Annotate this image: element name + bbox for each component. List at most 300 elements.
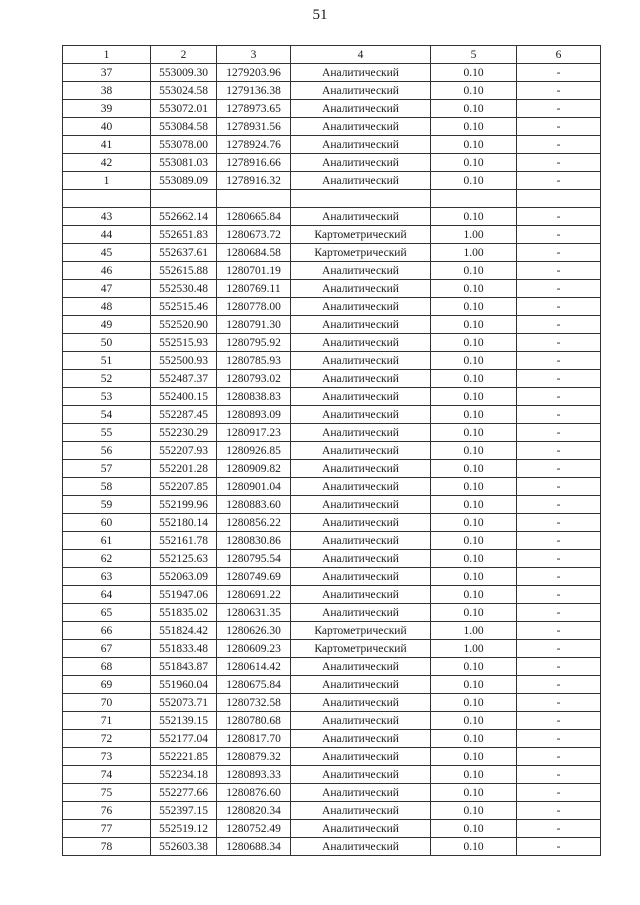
cell-accuracy: 0.10 — [431, 298, 517, 316]
cell-x-coordinate: 552207.93 — [151, 442, 217, 460]
cell-accuracy: 0.10 — [431, 532, 517, 550]
cell-note: - — [517, 424, 601, 442]
cell-point-number: 61 — [63, 532, 151, 550]
cell-accuracy: 0.10 — [431, 352, 517, 370]
cell-note: - — [517, 550, 601, 568]
cell-x-coordinate: 551947.06 — [151, 586, 217, 604]
table-row — [63, 334, 601, 352]
cell-y-coordinate: 1280893.33 — [217, 766, 291, 784]
cell-method: Аналитический — [291, 748, 431, 766]
cell-accuracy: 0.10 — [431, 478, 517, 496]
table-row — [63, 496, 601, 514]
cell-point-number: 78 — [63, 838, 151, 856]
cell-y-coordinate: 1280926.85 — [217, 442, 291, 460]
table-row — [63, 64, 601, 82]
table-row — [63, 550, 601, 568]
cell-point-number: 50 — [63, 334, 151, 352]
table-row — [63, 676, 601, 694]
cell-point-number: 75 — [63, 784, 151, 802]
cell-point-number: 42 — [63, 154, 151, 172]
cell-accuracy: 0.10 — [431, 694, 517, 712]
cell-point-number: 41 — [63, 136, 151, 154]
cell-accuracy: 0.10 — [431, 676, 517, 694]
cell-x-coordinate: 552180.14 — [151, 514, 217, 532]
cell-y-coordinate: 1280778.00 — [217, 298, 291, 316]
cell-point-number: 47 — [63, 280, 151, 298]
cell-point-number: 54 — [63, 406, 151, 424]
table-row — [63, 766, 601, 784]
cell-point-number: 1 — [63, 172, 151, 190]
cell-note: - — [517, 784, 601, 802]
cell-accuracy: 0.10 — [431, 658, 517, 676]
table-row — [63, 190, 601, 208]
cell-y-coordinate: 1279136.38 — [217, 82, 291, 100]
cell-x-coordinate: 552530.48 — [151, 280, 217, 298]
cell-method: Аналитический — [291, 730, 431, 748]
cell-accuracy: 0.10 — [431, 280, 517, 298]
cell-accuracy: 0.10 — [431, 766, 517, 784]
cell-note: - — [517, 676, 601, 694]
cell-y-coordinate: 1280883.60 — [217, 496, 291, 514]
cell-point-number: 37 — [63, 64, 151, 82]
cell-y-coordinate: 1280791.30 — [217, 316, 291, 334]
cell-y-coordinate: 1280856.22 — [217, 514, 291, 532]
cell-point-number: 53 — [63, 388, 151, 406]
table-body — [63, 64, 601, 856]
cell-y-coordinate: 1278916.32 — [217, 172, 291, 190]
cell-method: Аналитический — [291, 514, 431, 532]
cell-y-coordinate: 1280732.58 — [217, 694, 291, 712]
cell-method — [291, 190, 431, 208]
cell-accuracy: 0.10 — [431, 784, 517, 802]
cell-point-number: 68 — [63, 658, 151, 676]
cell-accuracy: 0.10 — [431, 514, 517, 532]
cell-accuracy: 1.00 — [431, 226, 517, 244]
table-row — [63, 640, 601, 658]
cell-x-coordinate: 552487.37 — [151, 370, 217, 388]
cell-x-coordinate: 552207.85 — [151, 478, 217, 496]
cell-method: Аналитический — [291, 388, 431, 406]
cell-x-coordinate: 552500.93 — [151, 352, 217, 370]
cell-note: - — [517, 622, 601, 640]
cell-note: - — [517, 730, 601, 748]
cell-note: - — [517, 802, 601, 820]
cell-point-number: 70 — [63, 694, 151, 712]
cell-x-coordinate: 552515.46 — [151, 298, 217, 316]
cell-note: - — [517, 478, 601, 496]
cell-method: Аналитический — [291, 118, 431, 136]
cell-note: - — [517, 442, 601, 460]
coordinates-table — [62, 45, 601, 856]
table-row — [63, 370, 601, 388]
table-row — [63, 226, 601, 244]
cell-x-coordinate: 552277.66 — [151, 784, 217, 802]
cell-note: - — [517, 370, 601, 388]
cell-x-coordinate: 552063.09 — [151, 568, 217, 586]
cell-x-coordinate: 552287.45 — [151, 406, 217, 424]
cell-point-number: 55 — [63, 424, 151, 442]
cell-y-coordinate: 1280876.60 — [217, 784, 291, 802]
column-header-6: 6 — [517, 46, 601, 64]
cell-accuracy: 0.10 — [431, 424, 517, 442]
cell-method: Аналитический — [291, 712, 431, 730]
table-row — [63, 604, 601, 622]
cell-accuracy: 1.00 — [431, 244, 517, 262]
cell-method: Аналитический — [291, 586, 431, 604]
cell-y-coordinate: 1280691.22 — [217, 586, 291, 604]
cell-x-coordinate: 552637.61 — [151, 244, 217, 262]
cell-y-coordinate: 1278924.76 — [217, 136, 291, 154]
cell-method: Аналитический — [291, 802, 431, 820]
table-row — [63, 694, 601, 712]
cell-method: Аналитический — [291, 406, 431, 424]
table-row — [63, 820, 601, 838]
cell-y-coordinate: 1280626.30 — [217, 622, 291, 640]
table-row — [63, 784, 601, 802]
cell-accuracy: 0.10 — [431, 748, 517, 766]
cell-x-coordinate: 552400.15 — [151, 388, 217, 406]
cell-note: - — [517, 694, 601, 712]
table-row — [63, 298, 601, 316]
cell-method: Аналитический — [291, 658, 431, 676]
cell-accuracy: 0.10 — [431, 118, 517, 136]
cell-note: - — [517, 262, 601, 280]
cell-y-coordinate: 1280793.02 — [217, 370, 291, 388]
cell-x-coordinate: 552073.71 — [151, 694, 217, 712]
cell-y-coordinate: 1280609.23 — [217, 640, 291, 658]
cell-note: - — [517, 226, 601, 244]
cell-accuracy: 0.10 — [431, 604, 517, 622]
cell-x-coordinate: 552161.78 — [151, 532, 217, 550]
cell-x-coordinate: 553089.09 — [151, 172, 217, 190]
cell-x-coordinate: 552230.29 — [151, 424, 217, 442]
cell-point-number: 56 — [63, 442, 151, 460]
cell-method: Аналитический — [291, 370, 431, 388]
cell-point-number: 73 — [63, 748, 151, 766]
cell-x-coordinate: 552651.83 — [151, 226, 217, 244]
column-header-3: 3 — [217, 46, 291, 64]
cell-note: - — [517, 136, 601, 154]
cell-y-coordinate: 1280780.68 — [217, 712, 291, 730]
table-row — [63, 478, 601, 496]
cell-accuracy: 0.10 — [431, 442, 517, 460]
cell-x-coordinate: 552177.04 — [151, 730, 217, 748]
cell-y-coordinate: 1280795.92 — [217, 334, 291, 352]
cell-x-coordinate: 551824.42 — [151, 622, 217, 640]
table-row — [63, 100, 601, 118]
cell-method: Аналитический — [291, 784, 431, 802]
cell-accuracy: 0.10 — [431, 568, 517, 586]
cell-note: - — [517, 82, 601, 100]
cell-accuracy: 0.10 — [431, 820, 517, 838]
table-row — [63, 406, 601, 424]
cell-point-number: 72 — [63, 730, 151, 748]
cell-accuracy: 0.10 — [431, 406, 517, 424]
table-row — [63, 712, 601, 730]
cell-note: - — [517, 712, 601, 730]
cell-method: Аналитический — [291, 172, 431, 190]
table-row — [63, 532, 601, 550]
cell-accuracy: 0.10 — [431, 838, 517, 856]
table-row — [63, 460, 601, 478]
cell-point-number: 63 — [63, 568, 151, 586]
cell-note: - — [517, 514, 601, 532]
cell-y-coordinate: 1280665.84 — [217, 208, 291, 226]
cell-note: - — [517, 352, 601, 370]
cell-method: Аналитический — [291, 280, 431, 298]
cell-point-number: 66 — [63, 622, 151, 640]
cell-x-coordinate: 552125.63 — [151, 550, 217, 568]
cell-method: Картометрический — [291, 226, 431, 244]
cell-y-coordinate: 1280909.82 — [217, 460, 291, 478]
cell-x-coordinate: 552615.88 — [151, 262, 217, 280]
cell-point-number — [63, 190, 151, 208]
cell-x-coordinate: 553072.01 — [151, 100, 217, 118]
cell-method: Аналитический — [291, 208, 431, 226]
cell-method: Аналитический — [291, 316, 431, 334]
cell-x-coordinate: 552519.12 — [151, 820, 217, 838]
cell-accuracy: 0.10 — [431, 172, 517, 190]
cell-y-coordinate — [217, 190, 291, 208]
cell-accuracy: 0.10 — [431, 388, 517, 406]
cell-note: - — [517, 532, 601, 550]
cell-point-number: 64 — [63, 586, 151, 604]
cell-y-coordinate: 1280675.84 — [217, 676, 291, 694]
cell-point-number: 74 — [63, 766, 151, 784]
cell-y-coordinate: 1280631.35 — [217, 604, 291, 622]
cell-point-number: 71 — [63, 712, 151, 730]
cell-method: Аналитический — [291, 568, 431, 586]
cell-method: Аналитический — [291, 136, 431, 154]
page-number: 51 — [312, 7, 328, 23]
cell-y-coordinate: 1280838.83 — [217, 388, 291, 406]
cell-x-coordinate: 553084.58 — [151, 118, 217, 136]
cell-y-coordinate: 1280688.34 — [217, 838, 291, 856]
table-row — [63, 118, 601, 136]
cell-note: - — [517, 496, 601, 514]
cell-note: - — [517, 316, 601, 334]
cell-method: Аналитический — [291, 838, 431, 856]
column-header-4: 4 — [291, 46, 431, 64]
cell-x-coordinate: 551833.48 — [151, 640, 217, 658]
cell-note: - — [517, 838, 601, 856]
cell-accuracy: 0.10 — [431, 712, 517, 730]
table-row — [63, 838, 601, 856]
cell-x-coordinate: 552515.93 — [151, 334, 217, 352]
cell-note: - — [517, 172, 601, 190]
cell-method: Аналитический — [291, 298, 431, 316]
cell-accuracy: 0.10 — [431, 460, 517, 478]
table-row — [63, 172, 601, 190]
cell-point-number: 62 — [63, 550, 151, 568]
cell-point-number: 51 — [63, 352, 151, 370]
cell-note: - — [517, 460, 601, 478]
cell-note: - — [517, 640, 601, 658]
cell-y-coordinate: 1279203.96 — [217, 64, 291, 82]
cell-method: Аналитический — [291, 154, 431, 172]
cell-note: - — [517, 388, 601, 406]
cell-y-coordinate: 1280749.69 — [217, 568, 291, 586]
cell-y-coordinate: 1278973.65 — [217, 100, 291, 118]
table-row — [63, 352, 601, 370]
table-row — [63, 568, 601, 586]
cell-accuracy: 0.10 — [431, 730, 517, 748]
cell-method: Аналитический — [291, 496, 431, 514]
cell-y-coordinate: 1280614.42 — [217, 658, 291, 676]
table-row — [63, 802, 601, 820]
cell-point-number: 49 — [63, 316, 151, 334]
cell-accuracy: 0.10 — [431, 100, 517, 118]
cell-x-coordinate: 553024.58 — [151, 82, 217, 100]
cell-note: - — [517, 820, 601, 838]
cell-y-coordinate: 1280701.19 — [217, 262, 291, 280]
cell-y-coordinate: 1280901.04 — [217, 478, 291, 496]
cell-point-number: 77 — [63, 820, 151, 838]
cell-method: Аналитический — [291, 478, 431, 496]
cell-accuracy: 0.10 — [431, 550, 517, 568]
cell-method: Картометрический — [291, 640, 431, 658]
cell-point-number: 65 — [63, 604, 151, 622]
cell-accuracy — [431, 190, 517, 208]
table-row — [63, 586, 601, 604]
table-row — [63, 622, 601, 640]
cell-method: Аналитический — [291, 442, 431, 460]
table-row — [63, 388, 601, 406]
cell-x-coordinate: 551843.87 — [151, 658, 217, 676]
cell-point-number: 46 — [63, 262, 151, 280]
table-row — [63, 316, 601, 334]
table-row — [63, 658, 601, 676]
cell-x-coordinate: 552234.18 — [151, 766, 217, 784]
cell-y-coordinate: 1280879.32 — [217, 748, 291, 766]
cell-y-coordinate: 1280769.11 — [217, 280, 291, 298]
cell-note: - — [517, 244, 601, 262]
cell-note: - — [517, 64, 601, 82]
cell-method: Аналитический — [291, 334, 431, 352]
cell-method: Аналитический — [291, 352, 431, 370]
cell-x-coordinate: 553081.03 — [151, 154, 217, 172]
cell-y-coordinate: 1280820.34 — [217, 802, 291, 820]
cell-point-number: 69 — [63, 676, 151, 694]
cell-method: Аналитический — [291, 100, 431, 118]
cell-x-coordinate — [151, 190, 217, 208]
cell-x-coordinate: 553009.30 — [151, 64, 217, 82]
cell-note: - — [517, 604, 601, 622]
table-row — [63, 424, 601, 442]
cell-accuracy: 0.10 — [431, 334, 517, 352]
cell-point-number: 48 — [63, 298, 151, 316]
cell-y-coordinate: 1278916.66 — [217, 154, 291, 172]
cell-accuracy: 1.00 — [431, 640, 517, 658]
cell-y-coordinate: 1280893.09 — [217, 406, 291, 424]
cell-point-number: 39 — [63, 100, 151, 118]
cell-point-number: 67 — [63, 640, 151, 658]
cell-method: Аналитический — [291, 766, 431, 784]
cell-accuracy: 0.10 — [431, 370, 517, 388]
cell-accuracy: 0.10 — [431, 64, 517, 82]
cell-note: - — [517, 280, 601, 298]
cell-method: Аналитический — [291, 262, 431, 280]
table-row — [63, 136, 601, 154]
header-row — [63, 46, 601, 64]
cell-method: Аналитический — [291, 532, 431, 550]
cell-point-number: 44 — [63, 226, 151, 244]
table-header — [63, 46, 601, 64]
cell-method: Аналитический — [291, 604, 431, 622]
cell-x-coordinate: 551835.02 — [151, 604, 217, 622]
cell-note: - — [517, 334, 601, 352]
cell-note: - — [517, 568, 601, 586]
column-header-2: 2 — [151, 46, 217, 64]
cell-y-coordinate: 1278931.56 — [217, 118, 291, 136]
cell-x-coordinate: 551960.04 — [151, 676, 217, 694]
cell-point-number: 38 — [63, 82, 151, 100]
cell-accuracy: 0.10 — [431, 802, 517, 820]
cell-x-coordinate: 552221.85 — [151, 748, 217, 766]
cell-note: - — [517, 586, 601, 604]
cell-note: - — [517, 118, 601, 136]
cell-note — [517, 190, 601, 208]
cell-accuracy: 0.10 — [431, 154, 517, 172]
cell-point-number: 45 — [63, 244, 151, 262]
cell-accuracy: 0.10 — [431, 82, 517, 100]
cell-note: - — [517, 406, 601, 424]
cell-y-coordinate: 1280673.72 — [217, 226, 291, 244]
cell-method: Аналитический — [291, 820, 431, 838]
cell-point-number: 59 — [63, 496, 151, 514]
cell-x-coordinate: 552201.28 — [151, 460, 217, 478]
cell-x-coordinate: 552397.15 — [151, 802, 217, 820]
cell-accuracy: 0.10 — [431, 586, 517, 604]
cell-method: Аналитический — [291, 460, 431, 478]
cell-note: - — [517, 100, 601, 118]
cell-method: Картометрический — [291, 244, 431, 262]
cell-x-coordinate: 552199.96 — [151, 496, 217, 514]
cell-point-number: 76 — [63, 802, 151, 820]
cell-x-coordinate: 553078.00 — [151, 136, 217, 154]
column-header-1: 1 — [63, 46, 151, 64]
cell-method: Картометрический — [291, 622, 431, 640]
table-row — [63, 514, 601, 532]
cell-x-coordinate: 552603.38 — [151, 838, 217, 856]
table-row — [63, 262, 601, 280]
cell-accuracy: 0.10 — [431, 136, 517, 154]
table-row — [63, 154, 601, 172]
table-row — [63, 244, 601, 262]
cell-accuracy: 0.10 — [431, 316, 517, 334]
cell-method: Аналитический — [291, 64, 431, 82]
cell-point-number: 60 — [63, 514, 151, 532]
cell-y-coordinate: 1280830.86 — [217, 532, 291, 550]
cell-y-coordinate: 1280684.58 — [217, 244, 291, 262]
cell-point-number: 43 — [63, 208, 151, 226]
cell-accuracy: 0.10 — [431, 262, 517, 280]
table-row — [63, 208, 601, 226]
cell-method: Аналитический — [291, 424, 431, 442]
cell-x-coordinate: 552662.14 — [151, 208, 217, 226]
cell-x-coordinate: 552139.15 — [151, 712, 217, 730]
cell-note: - — [517, 748, 601, 766]
cell-y-coordinate: 1280817.70 — [217, 730, 291, 748]
cell-note: - — [517, 658, 601, 676]
cell-accuracy: 0.10 — [431, 208, 517, 226]
table-row — [63, 748, 601, 766]
table-row — [63, 730, 601, 748]
cell-note: - — [517, 208, 601, 226]
table-row — [63, 280, 601, 298]
cell-method: Аналитический — [291, 676, 431, 694]
cell-accuracy: 1.00 — [431, 622, 517, 640]
